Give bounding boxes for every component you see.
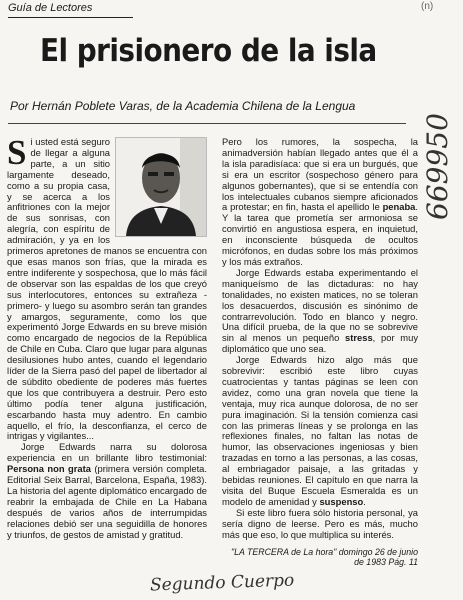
col2-paragraph-1b: . Y la tarea que prometía ser armoniosa se convirtió en angustiosa espera, en inquietud, en inconsciente búsqueda de ocultos micrófonos, en dudas sobre los más próximos y los más extraños. xyxy=(222,201,418,267)
col2-paragraph-3b: . xyxy=(363,495,366,507)
col2-paragraph-1a: Pero los rumores, la sospecha, la animadversión habían llegado antes que él a la isla paradisíaca: que si era un burgués, que si era un escritor (sospechoso género para algunos gobernantes), que si se entendía con los intelectuales cubanos siempre aficionados a protestar; en fin, hasta el apellido le xyxy=(222,136,418,213)
word-suspenso: suspenso xyxy=(319,495,364,507)
byline: Por Hernán Poblete Varas, de la Academia Chilena de la Lengua xyxy=(10,99,356,113)
corner-mark: (n) xyxy=(421,1,434,12)
word-penaba: penaba xyxy=(382,201,416,213)
book-title: Persona non grata xyxy=(7,463,91,475)
handwritten-number: 669950 xyxy=(421,113,454,220)
word-stress: stress xyxy=(345,332,373,344)
col2-paragraph-2a: Jorge Edwards estaba experimentando el maniqueísmo de las dictaduras: no hay tonalidades, no existen matices, no se toleran los desacuerdos, discusión es sinónimo de contrarrevolución. Todo en blanco y negro. Una difícil prueba, de la que no se sobrevive sin al menos un pequeño xyxy=(222,266,418,344)
article-column-2 xyxy=(222,137,418,568)
section-label: Guía de Lectores xyxy=(8,2,93,14)
col1-paragraph-2a: Jorge Edwards narra su dolorosa experiencia en un brillante libro testimonial: xyxy=(7,441,207,464)
drop-cap: S xyxy=(7,133,27,172)
author-portrait-icon xyxy=(116,138,206,236)
section-rule xyxy=(8,17,133,18)
col2-paragraph-3a: Jorge Edwards hizo algo más que sobrevivir: escribió este libro cuyas cuatrocientas y tantas páginas se leen con avidez, como una gran novela que tiene la ventaja, muy rica aunque dolorosa, de no ser pura imaginación. Si la tensión comienza casi con las primeras líneas y se prolonga en las reflexiones finales, no faltan las notas de humor, las observaciones ingeniosas y bien trazadas en torno a las personas, a las cosas, al embriagador paisaje, a las gritadas y bebidas reuniones. El capítulo en que narra la visita del Buque Escuela Esmeralda es un modelo de amenidad y xyxy=(222,354,418,507)
col1-paragraph-2b: (primera versión completa. Editorial Seix Barral, Barcelona, España, 1983). La historia del agente diplomático encargado de reabrir la embajada de Chile en La Habana después de varios años de interrumpidas relaciones debió ser una seguidilla de honores y triunfos, de gestos de amistad y gratitud. xyxy=(7,463,208,540)
col2-paragraph-4: Si este libro fuera sólo historia personal, ya sería digno de leerse. Pero es más, mucho más que eso, lo que multiplica su interés. xyxy=(222,506,418,540)
col2-paragraph-2b: , por muy diplomático que uno sea. xyxy=(222,332,419,355)
article-column-1 xyxy=(7,133,208,541)
col1-paragraph-1: i usted está seguro de llegar a alguna parte, a un sitio largamente deseado, como a su propia casa, y se acerca a los anfitriones con la mejor de sus sonrisas, con alegría, con espíritu de admiración, y ya en los primeros apretones de manos se encuentra con que esas manos son frías, que la mirada es entre indiferente y sospechosa, que lo más fácil de observar son las espaldas de los que creyó sus interlocutores, entonces su extrañeza -primero- y luego su asombro serán tan grandes y amargos, seguramente, como los que experimentó Jorge Edwards en su breve misión como encargado de negocios de la República de Chile en Cuba. Claro que lugar para algunas desilusiones hubo antes, cuando el legendario líder de la Sierra pasó del papel de libertador al de súbdito obediente de poderes más fuertes que los que contribuyera a destruir. Pero esto último podía tener alguna justificación, escarbando hasta muy adentro. En cambio aquello, el frío, la desconfianza, el cerco de intrigas y vigilantes... xyxy=(7,136,207,442)
byline-rule xyxy=(8,123,406,124)
article-title: El prisionero de la isla xyxy=(40,33,377,69)
author-photo xyxy=(115,137,207,237)
source-line: "LA TERCERA de La hora" domingo 26 de junio de 1983 Pág. 11 xyxy=(230,546,418,568)
handwritten-note: Segundo Cuerpo xyxy=(149,570,295,596)
